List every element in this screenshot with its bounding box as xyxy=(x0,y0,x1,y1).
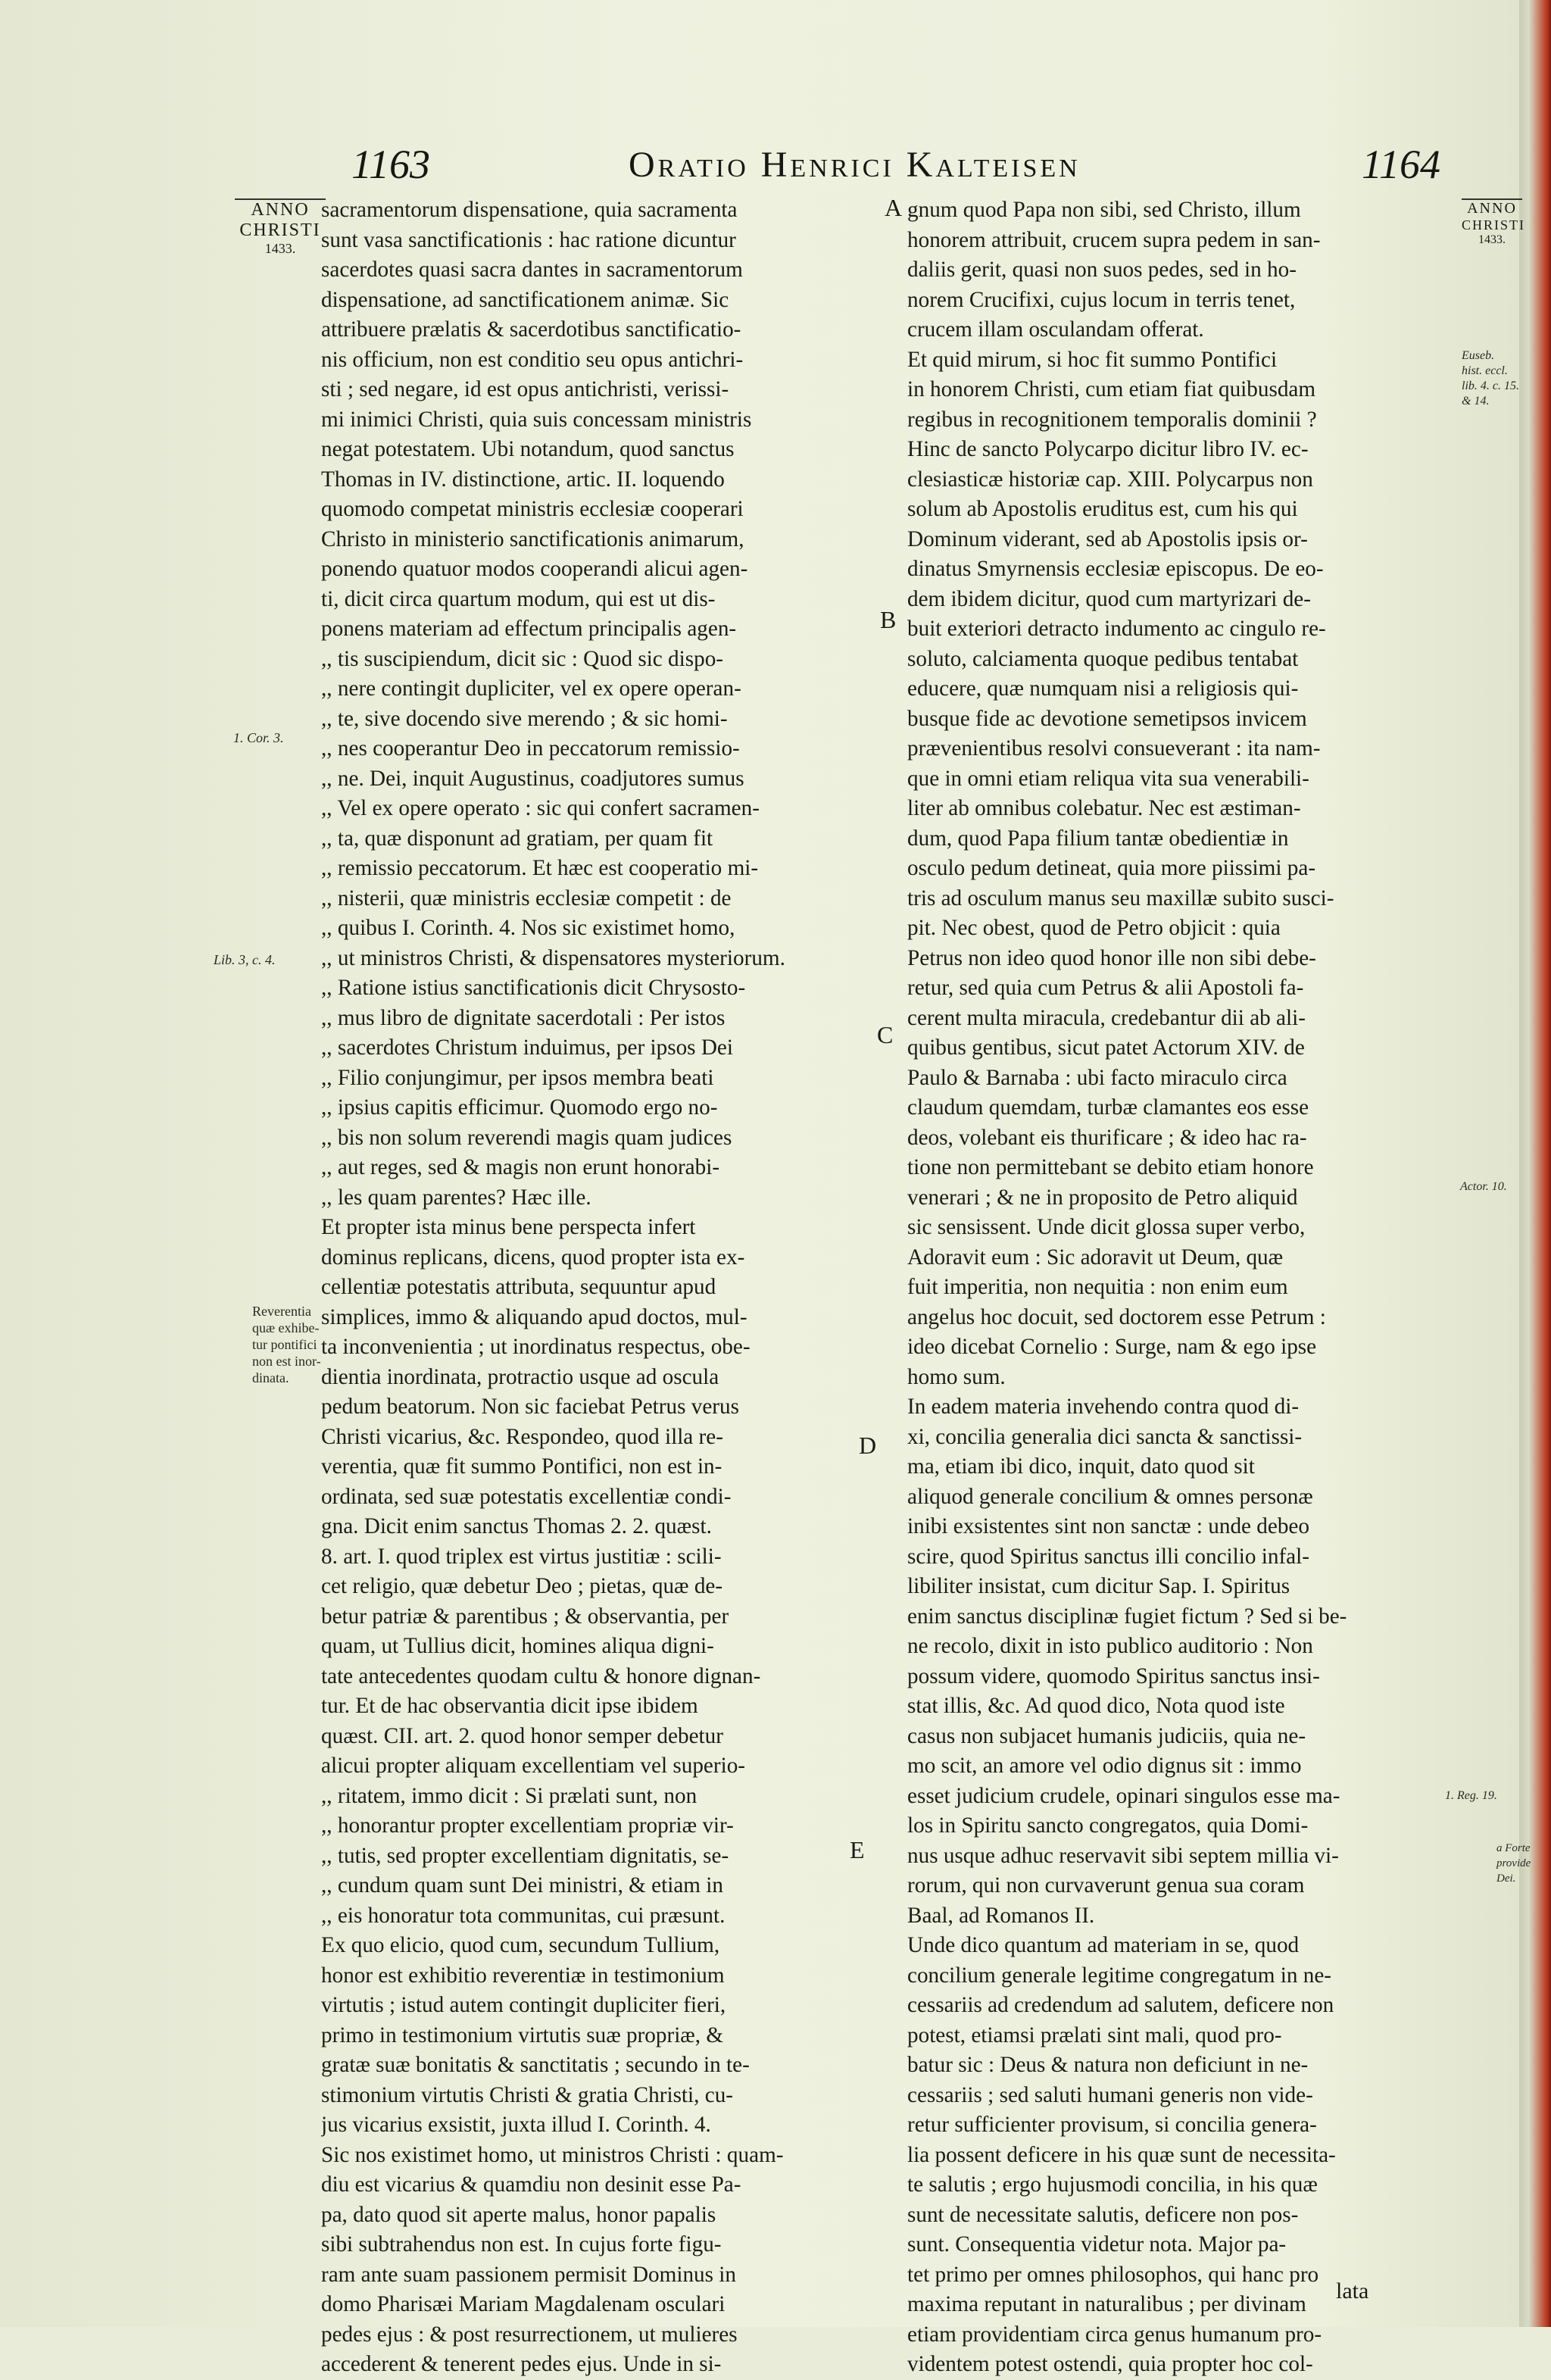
left-column-line: jus vicarius exsistit, juxta illud I. Corinth. 4. xyxy=(321,2113,711,2137)
margin-note-line: quæ exhibe- xyxy=(252,1320,320,1335)
left-column-line: ,, tutis, sed propter excellentiam dignitatis, se- xyxy=(321,1843,729,1868)
right-column-line: fuit imperitia, non nequitia : non enim eum xyxy=(907,1275,1288,1299)
right-column-line: norem Crucifixi, cujus locum in terris tenet, xyxy=(907,287,1296,312)
right-column-line: Baal, ad Romanos II. xyxy=(907,1903,1095,1928)
left-column-line: pa, dato quod sit aperte malus, honor papalis xyxy=(321,2202,716,2227)
right-column-line: tione non permittebant se debito etiam honore xyxy=(907,1155,1314,1179)
right-column-line: busque fide ac devotione semetipsos invicem xyxy=(907,706,1307,731)
right-column-line: te salutis ; ergo hujusmodi concilia, in his quæ xyxy=(907,2172,1318,2197)
right-column-line: pit. Nec obest, quod de Petro objicit : quia xyxy=(907,916,1281,940)
year-label-christi: CHRISTI xyxy=(239,220,321,240)
margin-note-forte xyxy=(1496,1841,1531,1886)
section-letter-d: D xyxy=(859,1432,877,1459)
right-year-label-anno: ANNO xyxy=(1462,198,1522,217)
section-letter-c: C xyxy=(877,1021,894,1048)
right-column-line: honorem attribuit, crucem supra pedem in san- xyxy=(907,227,1321,252)
margin-note-line: tur pontifici xyxy=(252,1337,317,1352)
right-column-line: los in Spiritu sancto congregatos, quia Domi- xyxy=(907,1813,1309,1838)
right-year-label-christi: CHRISTI xyxy=(1462,217,1526,233)
left-column-line: ,, bis non solum reverendi magis quam judices xyxy=(321,1125,732,1150)
right-column-line: in honorem Christi, cum etiam fiat quibusdam xyxy=(907,377,1316,401)
right-column-line: gnum quod Papa non sibi, sed Christo, illum xyxy=(907,198,1301,222)
left-column-line: negat potestatem. Ubi notandum, quod sanctus xyxy=(321,437,735,461)
left-column-line: gratæ suæ bonitatis & sanctitatis ; secundo in te- xyxy=(321,2053,750,2077)
left-column-line: domo Pharisæi Mariam Magdalenam osculari xyxy=(321,2292,726,2316)
left-column-line: ponendo quatuor modos cooperandi alicui agen- xyxy=(321,557,748,581)
right-column-line: casus non subjacet humanis judiciis, quia ne- xyxy=(907,1723,1306,1748)
right-column-line: dem ibidem dicitur, quod cum martyrizari de- xyxy=(907,586,1311,611)
right-column-line: cessariis ; sed saluti humani generis non vide- xyxy=(907,2082,1313,2107)
right-column-line: quibus gentibus, sicut patet Actorum XIV. de xyxy=(907,1035,1305,1060)
right-column-line: tris ad osculum manus seu maxillæ subito susci- xyxy=(907,885,1334,910)
right-page-number: 1164 xyxy=(1362,142,1440,187)
section-letter-a: A xyxy=(885,194,903,221)
right-column-line: etiam providentiam circa genus humanum pro- xyxy=(907,2322,1322,2347)
margin-note-line: Euseb. xyxy=(1462,349,1495,362)
right-column-line: inibi exsistentes sint non sanctæ : unde debeo xyxy=(907,1514,1309,1538)
left-column-line: ,, ritatem, immo dicit : Si prælati sunt, non xyxy=(321,1783,697,1808)
left-column-line: cet religio, quæ debetur Deo ; pietas, quæ de- xyxy=(321,1574,723,1598)
margin-note-cor: 1. Cor. 3. xyxy=(233,730,284,745)
left-column-line: attribuere prælatis & sacerdotibus sanctificatio- xyxy=(321,317,741,342)
right-column-line: Hinc de sancto Polycarpo dicitur libro IV. ec- xyxy=(907,437,1309,461)
margin-note-line: dinata. xyxy=(252,1370,289,1385)
right-column-line: Dominum viderant, sed ab Apostolis ipsis or- xyxy=(907,526,1308,551)
year-value: 1433. xyxy=(264,241,296,256)
right-column-line: nus usque adhuc reservavit sibi septem millia vi- xyxy=(907,1843,1339,1868)
section-letter-e: E xyxy=(850,1836,865,1863)
right-column-line: possum videre, quomodo Spiritus sanctus insi- xyxy=(907,1663,1320,1688)
left-column-line: sunt vasa sanctificationis : hac ratione dicuntur xyxy=(321,227,736,252)
left-column-line: ponens materiam ad effectum principalis agen- xyxy=(321,617,737,641)
right-column-line: stat illis, &c. Ad quod dico, Nota quod iste xyxy=(907,1694,1285,1718)
right-column-line: liter ab omnibus colebatur. Nec est æstiman- xyxy=(907,796,1301,820)
left-column-line: sti ; sed negare, id est opus antichristi, verissi- xyxy=(321,377,729,401)
left-column-line: dominus replicans, dicens, quod propter ista ex- xyxy=(321,1245,745,1270)
right-column-line: clesiasticæ historiæ cap. XIII. Polycarpus non xyxy=(907,467,1313,492)
left-column-line: Sic nos existimet homo, ut ministros Christi : quam- xyxy=(321,2142,784,2167)
right-column-line: sunt de necessitate salutis, deficere non pos- xyxy=(907,2202,1299,2227)
right-column-line: osculo pedum detineat, quia more piissimi pa- xyxy=(907,856,1316,880)
right-column-line: libiliter insistat, cum dicitur Sap. I. Spiritus xyxy=(907,1574,1290,1598)
right-year-value: 1433. xyxy=(1478,233,1506,246)
left-column-line: 8. art. I. quod triplex est virtus justitiæ : scili- xyxy=(321,1544,722,1569)
right-column-line: enim sanctus disciplinæ fugiet fictum ? Sed si be- xyxy=(907,1604,1347,1629)
right-column-line: dinatus Smyrnensis ecclesiæ episcopus. De eo- xyxy=(907,557,1324,581)
right-column-line: Petrus non ideo quod honor ille non sibi debe- xyxy=(907,945,1316,970)
left-column-line: cellentiæ potestatis attributa, sequuntur apud xyxy=(321,1275,716,1299)
left-column-line: diu est vicarius & quamdiu non desinit esse Pa- xyxy=(321,2172,741,2197)
left-column-line: pedes ejus : & post resurrectionem, ut mulieres xyxy=(321,2322,738,2347)
left-column-line: ,, ipsius capitis efficimur. Quomodo ergo no- xyxy=(321,1095,718,1120)
left-column-line: verentia, quæ fit summo Pontifici, non est in- xyxy=(321,1454,722,1479)
left-column-line: alicui propter aliquam excellentiam vel superio- xyxy=(321,1754,746,1778)
left-column-line: ti, dicit circa quartum modum, qui est ut dis- xyxy=(321,586,716,611)
left-column-line: quomodo competat ministris ecclesiæ cooperari xyxy=(321,497,744,521)
left-column-line: nis officium, non est conditio seu opus antichri- xyxy=(321,347,744,372)
page-edge xyxy=(1519,0,1551,2327)
margin-note-line: non est inor- xyxy=(252,1354,321,1369)
left-text-column xyxy=(321,195,882,2380)
right-column-line: sic sensissent. Unde dicit glossa super verbo, xyxy=(907,1215,1306,1239)
left-column-line: ,, cundum quam sunt Dei ministri, & etiam in xyxy=(321,1873,723,1897)
right-year-block xyxy=(1462,198,1526,247)
right-text-column xyxy=(907,195,1460,2380)
right-column-line: Adoravit eum : Sic adoravit ut Deum, quæ xyxy=(907,1245,1284,1270)
right-column-line: cessariis ad credendum ad salutem, deficere non xyxy=(907,1993,1334,2017)
left-column-line: ,, sacerdotes Christum induimus, per ipsos Dei xyxy=(321,1035,733,1060)
left-column-line: tur. Et de hac observantia dicit ipse ibidem xyxy=(321,1694,698,1718)
left-column-line: quæst. CII. art. 2. quod honor semper debetur xyxy=(321,1723,723,1748)
left-column-line: gna. Dicit enim sanctus Thomas 2. 2. quæst. xyxy=(321,1514,712,1538)
left-column-line: ram ante suam passionem permisit Dominus in xyxy=(321,2262,736,2287)
left-column-line: dientia inordinata, protractio usque ad oscula xyxy=(321,1364,719,1389)
year-label-anno: ANNO xyxy=(235,198,326,220)
left-column-line: pedum beatorum. Non sic faciebat Petrus verus xyxy=(321,1395,739,1419)
right-column-line: scire, quod Spiritus sanctus illi concilio infal- xyxy=(907,1544,1309,1569)
left-column-line: betur patriæ & parentibus ; & observantia, per xyxy=(321,1604,729,1629)
catchword: lata xyxy=(1336,2278,1369,2303)
left-column-line: ,, Filio conjungimur, per ipsos membra beati xyxy=(321,1065,714,1090)
right-column-line: Paulo & Barnaba : ubi facto miraculo circa xyxy=(907,1065,1287,1090)
right-column-line: xi, concilia generalia dici sancta & sanctissi- xyxy=(907,1424,1303,1449)
right-column-line: regibus in recognitionem temporalis dominii ? xyxy=(907,407,1317,432)
right-column-line: retur, sed quia cum Petrus & alii Apostoli fa- xyxy=(907,976,1304,1000)
left-column-line: ,, quibus I. Corinth. 4. Nos sic existimet homo, xyxy=(321,916,735,940)
right-column-line: buit exteriori detracto indumento ac cingulo re- xyxy=(907,617,1326,641)
right-column-line: Et quid mirum, si hoc fit summo Pontifici xyxy=(907,347,1278,372)
right-column-line: ne recolo, dixit in isto publico auditorio : Non xyxy=(907,1634,1313,1658)
left-year-block xyxy=(235,198,326,257)
right-column-line: que in omni etiam reliqua vita sua venerabili- xyxy=(907,766,1309,791)
left-column-line: quam, ut Tullius dicit, homines aliqua digni- xyxy=(321,1634,714,1658)
left-column-line: ,, remissio peccatorum. Et hæc est cooperatio mi- xyxy=(321,856,759,880)
right-column-line: tet primo per omnes philosophos, qui hanc pro xyxy=(907,2262,1319,2287)
left-column-line: ,, nisterii, quæ ministris ecclesiæ competit : de xyxy=(321,885,732,910)
right-column-line: angelus hoc docuit, sed doctorem esse Petrum : xyxy=(907,1304,1326,1329)
left-column-line: mi inimici Christi, quia suis concessam ministris xyxy=(321,407,752,432)
left-column-line: honor est exhibitio reverentiæ in testimonium xyxy=(321,1963,725,1988)
right-column-line: soluto, calciamenta quoque pedibus tentabat xyxy=(907,646,1299,671)
margin-note-line: provide xyxy=(1496,1857,1531,1869)
right-column-line: venerari ; & ne in proposito de Petro aliquid xyxy=(907,1185,1298,1210)
left-column-line: ,, tis suscipiendum, dicit sic : Quod sic dispo- xyxy=(321,646,724,671)
right-column-line: educere, quæ numquam nisi a religiosis qui- xyxy=(907,676,1299,701)
left-column-line: ta inconvenientia ; ut inordinatus respectus, obe- xyxy=(321,1335,751,1359)
left-column-line: Christi vicarius, &c. Respondeo, quod illa re- xyxy=(321,1424,723,1449)
running-title: Oratio Henrici Kalteisen xyxy=(629,145,1081,185)
margin-note-line: hist. eccl. xyxy=(1462,364,1508,377)
right-column-line: claudum quemdam, turbæ clamantes eos esse xyxy=(907,1095,1309,1120)
left-column-line: ,, te, sive docendo sive merendo ; & sic homi- xyxy=(321,706,728,731)
left-column-line: ordinata, sed suæ potestatis excellentiæ condi- xyxy=(321,1484,732,1509)
right-column-line: esset judicium crudele, opinari singulos esse ma- xyxy=(907,1783,1340,1808)
left-column-line: primo in testimonium virtutis suæ propriæ, & xyxy=(321,2022,724,2047)
right-column-line: Unde dico quantum ad materiam in se, quod xyxy=(907,1933,1300,1957)
margin-note-euseb xyxy=(1462,348,1519,409)
right-column-line: crucem illam osculandam offerat. xyxy=(907,317,1204,342)
left-column-line: ,, nere contingit dupliciter, vel ex opere operan- xyxy=(321,676,741,701)
right-column-line: ma, etiam ibi dico, inquit, dato quod sit xyxy=(907,1454,1255,1479)
margin-note-actor: Actor. 10. xyxy=(1460,1180,1507,1193)
right-column-line: videntem potest ostendi, quia propter hoc col- xyxy=(907,2352,1313,2376)
right-column-line: cerent multa miracula, credebantur dii ab ali- xyxy=(907,1005,1306,1030)
left-column-line: ,, aut reges, sed & magis non erunt honorabi- xyxy=(321,1155,720,1179)
right-column-line: batur sic : Deus & natura non deficiunt in ne- xyxy=(907,2053,1309,2077)
right-column-line: deos, volebant eis thurificare ; & ideo hac ra- xyxy=(907,1125,1307,1150)
left-column-line: simplices, immo & aliquando apud doctos, mul- xyxy=(321,1304,747,1329)
left-column-line: Thomas in IV. distinctione, artic. II. loquendo xyxy=(321,467,725,492)
left-column-line: sibi subtrahendus non est. In cujus forte figu- xyxy=(321,2232,722,2257)
left-column-line: ,, nes cooperantur Deo in peccatorum remissio- xyxy=(321,736,740,761)
margin-note-lib: Lib. 3, c. 4. xyxy=(214,952,276,967)
left-column-line: accederent & tenerent pedes ejus. Unde in si- xyxy=(321,2352,722,2376)
margin-note-reverentia xyxy=(252,1303,321,1386)
left-column-line: ,, ta, quæ disponunt ad gratiam, per quam fit xyxy=(321,826,713,851)
left-page-number: 1163 xyxy=(351,142,430,187)
right-column-line: rorum, qui non curvaverunt genua sua coram xyxy=(907,1873,1305,1897)
left-column-line: ,, ne. Dei, inquit Augustinus, coadjutores sumus xyxy=(321,766,744,791)
section-letter-b: B xyxy=(880,606,897,633)
left-column-line: ,, eis honoratur tota communitas, cui præsunt. xyxy=(321,1903,726,1928)
right-column-line: maxima reputant in naturalibus ; per divinam xyxy=(907,2292,1306,2316)
left-column-line: ,, honorantur propter excellentiam propriæ vir- xyxy=(321,1813,734,1838)
left-column-line: sacramentorum dispensatione, quia sacramenta xyxy=(321,198,738,222)
left-column-line: ,, mus libro de dignitate sacerdotali : Per istos xyxy=(321,1005,726,1030)
margin-note-line: & 14. xyxy=(1462,395,1490,408)
left-column-line: ,, Vel ex opere operato : sic qui confert sacramen- xyxy=(321,796,760,820)
margin-note-line: Dei. xyxy=(1496,1872,1516,1885)
right-column-line: concilium generale legitime congregatum in ne- xyxy=(907,1963,1332,1988)
right-column-line: mo scit, an amore vel odio dignus sit : immo xyxy=(907,1754,1302,1778)
right-column-line: In eadem materia invehendo contra quod di- xyxy=(907,1395,1300,1419)
right-column-line: lia possent deficere in his quæ sunt de necessita- xyxy=(907,2142,1336,2167)
right-column-line: retur sufficienter provisum, si concilia genera- xyxy=(907,2113,1317,2137)
left-column-line: dispensatione, ad sanctificationem animæ. Sic xyxy=(321,287,729,312)
left-column-line: ,, ut ministros Christi, & dispensatores mysteriorum. xyxy=(321,945,785,970)
left-column-line: ,, Ratione istius sanctificationis dicit Chrysosto- xyxy=(321,976,746,1000)
right-column-line: potest, etiamsi prælati sint mali, quod pro- xyxy=(907,2022,1282,2047)
left-column-line: virtutis ; istud autem contingit dupliciter fieri, xyxy=(321,1993,726,2017)
right-column-line: dum, quod Papa filium tantæ obedientiæ in xyxy=(907,826,1289,851)
right-column-line: aliquod generale concilium & omnes personæ xyxy=(907,1484,1313,1509)
left-column-line: sacerdotes quasi sacra dantes in sacramentorum xyxy=(321,258,743,282)
left-column-line: ,, les quam parentes? Hæc ille. xyxy=(321,1185,591,1210)
left-column-line: Ex quo elicio, quod cum, secundum Tullium, xyxy=(321,1933,720,1957)
left-column-line: tate antecedentes quodam cultu & honore dignan- xyxy=(321,1663,761,1688)
right-column-line: solum ab Apostolis eruditus est, cum his qui xyxy=(907,497,1298,521)
right-column-line: sunt. Consequentia videtur nota. Major pa- xyxy=(907,2232,1287,2257)
left-column-line: Christo in ministerio sanctificationis animarum, xyxy=(321,526,744,551)
margin-note-line: Reverentia xyxy=(252,1304,311,1319)
left-column-line: stimonium virtutis Christi & gratia Christi, cu- xyxy=(321,2082,734,2107)
margin-note-line: lib. 4. c. 15. xyxy=(1462,379,1519,392)
right-column-line: prævenientibus resolvi consueverant : ita nam- xyxy=(907,736,1321,761)
right-column-line: homo sum. xyxy=(907,1364,1006,1389)
page-header xyxy=(0,136,1515,189)
left-column-line: Et propter ista minus bene perspecta infert xyxy=(321,1215,696,1239)
margin-note-reg: 1. Reg. 19. xyxy=(1445,1789,1497,1802)
right-column-line: daliis gerit, quasi non suos pedes, sed in ho- xyxy=(907,258,1297,282)
margin-note-line: a Forte xyxy=(1496,1842,1531,1854)
right-column-line: ideo dicebat Cornelio : Surge, nam & ego ipse xyxy=(907,1335,1317,1359)
